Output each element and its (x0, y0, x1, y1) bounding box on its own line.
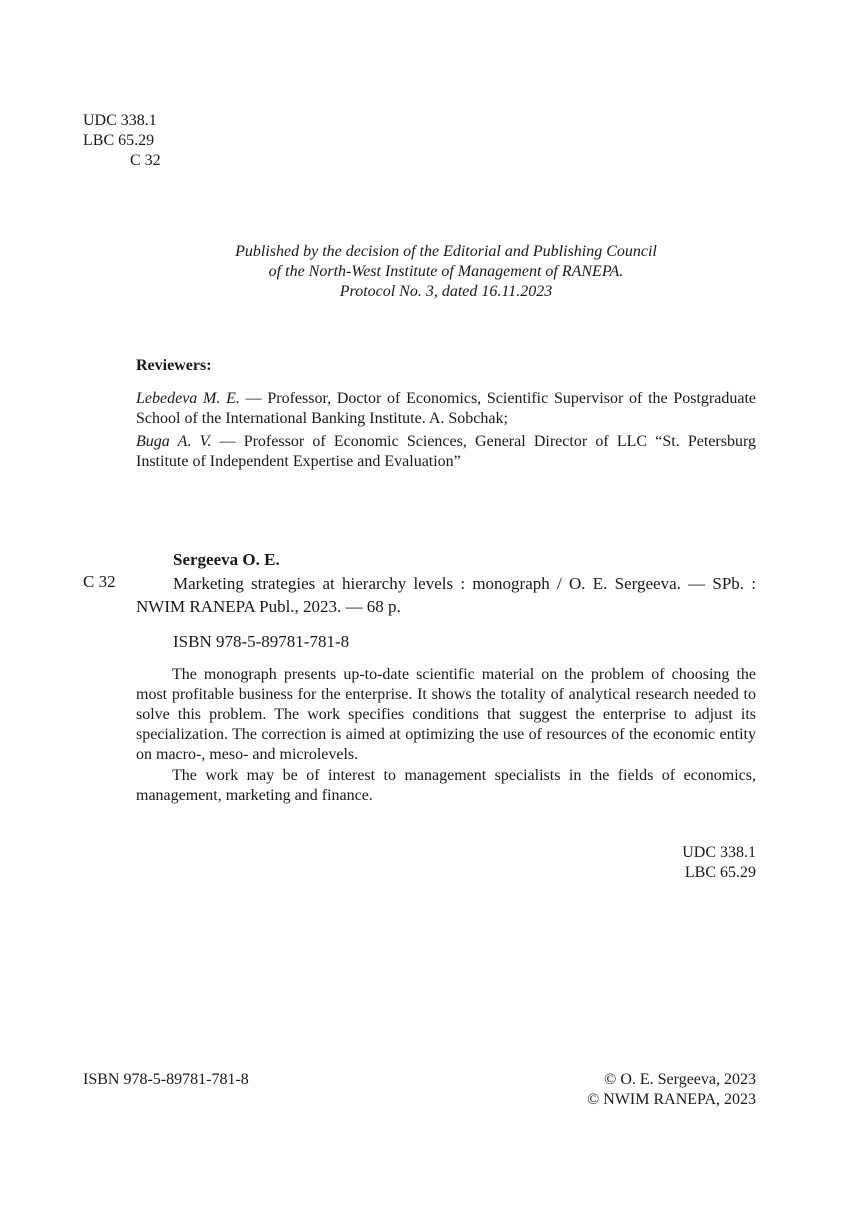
udc-code: UDC 338.1 (83, 112, 157, 129)
reviewer-name: Buga A. V. (136, 433, 212, 450)
catalog-author: Sergeeva O. E. (173, 550, 280, 569)
catalog-cutter-code: C 32 (83, 572, 116, 591)
catalog-title-entry: Marketing strategies at hierarchy levels : monograph / O. E. Sergeeva. — SPb. : NWIM RANEPA Publ., 2023. — 68 p. (136, 574, 756, 616)
reviewer-entry (136, 389, 756, 429)
catalog-isbn: ISBN 978-5-89781-781-8 (173, 632, 350, 651)
classification-block-bottom (682, 843, 756, 883)
cutter-code: C 32 (130, 152, 161, 169)
copyright-author: © O. E. Sergeeva, 2023 (604, 1071, 756, 1088)
reviewer-name: Lebedeva M. E. (136, 390, 240, 407)
reviewer-description: — Professor of Economic Sciences, General Director of LLC “St. Petersburg Institute of Independent Expertise and Evaluation” (136, 433, 757, 470)
reviewer-entry (136, 432, 756, 472)
copyright-publisher: © NWIM RANEPA, 2023 (587, 1091, 756, 1108)
lbc-code: LBC 65.29 (684, 864, 756, 881)
council-note-line-2: of the North-West Institute of Management of RANEPA. (268, 263, 624, 280)
footer-isbn: ISBN 978-5-89781-781-8 (83, 1071, 249, 1088)
council-note-line-1: Published by the decision of the Editorial and Publishing Council (235, 243, 657, 260)
classification-block-top (83, 111, 161, 171)
council-note-line-3: Protocol No. 3, dated 16.11.2023 (339, 283, 553, 300)
reviewer-description: — Professor, Doctor of Economics, Scientific Supervisor of the Postgraduate School of the International Banking Institute. A. Sobchak; (136, 390, 757, 427)
lbc-code: LBC 65.29 (83, 132, 155, 149)
copyright-block (587, 1070, 756, 1110)
abstract-paragraph-1: The monograph presents up-to-date scientific material on the problem of choosing the most profitable business for the enterprise. It shows the totality of analytical research needed to solve this problem. The work specifies conditions that suggest the enterprise to adjust its specialization. The correction is aimed at optimizing the use of resources of the economic entity on macro-, meso- and microlevels. (136, 666, 756, 763)
reviewers-heading: Reviewers: (136, 357, 212, 374)
abstract-paragraph-2: The work may be of interest to management specialists in the fields of economics, management, marketing and finance. (136, 767, 756, 804)
publishing-council-note (136, 242, 756, 302)
udc-code: UDC 338.1 (682, 844, 756, 861)
